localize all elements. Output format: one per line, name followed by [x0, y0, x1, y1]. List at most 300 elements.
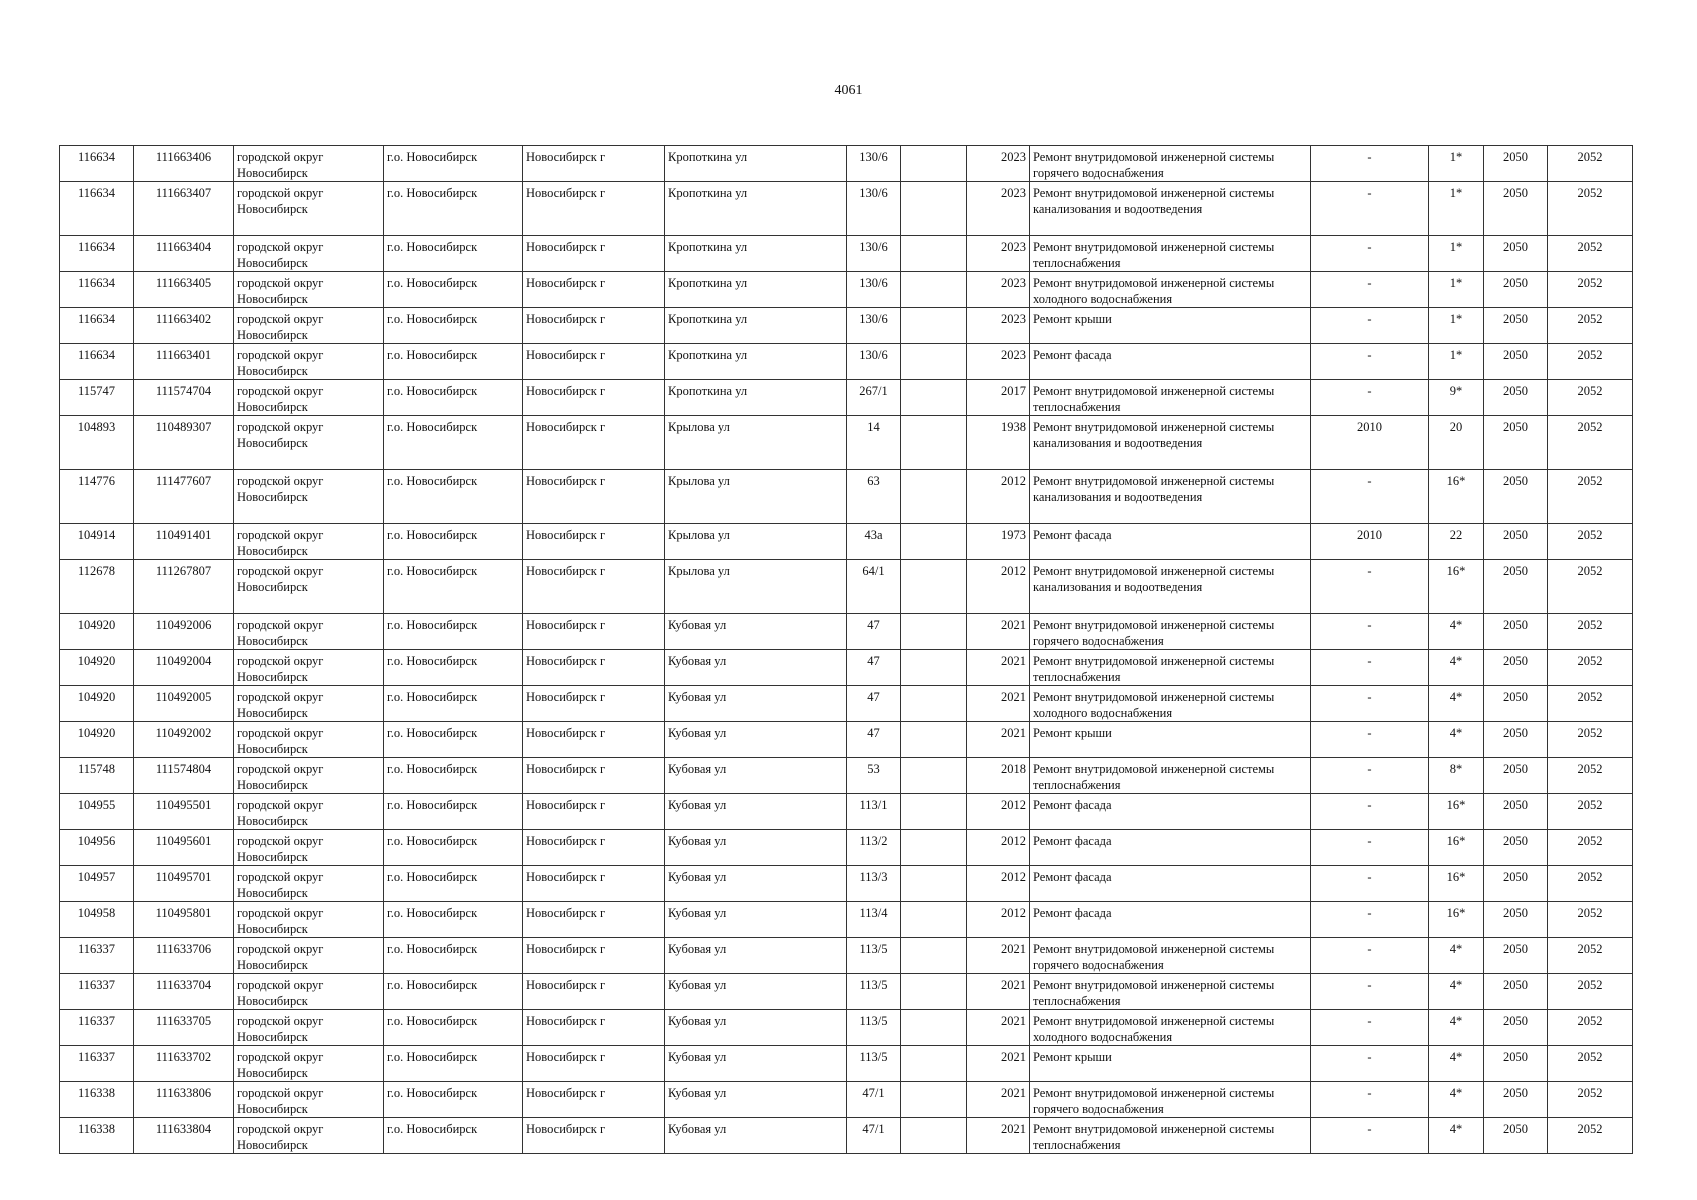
cell-house-code: 111633806 — [134, 1082, 234, 1118]
cell-plan-start: 2050 — [1484, 1046, 1548, 1082]
cell-street: Кубовая ул — [665, 686, 847, 722]
cell-municipality: городской округ Новосибирск — [234, 650, 384, 686]
cell-street: Кубовая ул — [665, 614, 847, 650]
cell-build-year: 1938 — [967, 416, 1030, 470]
cell-last-repair: - — [1311, 650, 1429, 686]
cell-settlement: Новосибирск г — [523, 974, 665, 1010]
cell-municipality: городской округ Новосибирск — [234, 416, 384, 470]
cell-last-repair: 2010 — [1311, 524, 1429, 560]
cell-street: Кропоткина ул — [665, 308, 847, 344]
cell-street: Кубовая ул — [665, 722, 847, 758]
cell-settlement: Новосибирск г — [523, 236, 665, 272]
cell-build-year: 2012 — [967, 560, 1030, 614]
cell-house-number: 47 — [847, 722, 901, 758]
cell-municipality: городской округ Новосибирск — [234, 182, 384, 236]
cell-plan-end: 2052 — [1548, 308, 1633, 344]
table-row — [60, 344, 1633, 380]
cell-build-year: 2012 — [967, 470, 1030, 524]
cell-wear: 4* — [1429, 650, 1484, 686]
cell-settlement: Новосибирск г — [523, 650, 665, 686]
cell-plan-start: 2050 — [1484, 902, 1548, 938]
cell-row-id: 116338 — [60, 1082, 134, 1118]
cell-house-code: 111663405 — [134, 272, 234, 308]
cell-house-code: 110495601 — [134, 830, 234, 866]
cell-wear: 16* — [1429, 470, 1484, 524]
cell-last-repair: - — [1311, 272, 1429, 308]
cell-municipality: городской округ Новосибирск — [234, 794, 384, 830]
cell-row-id: 116337 — [60, 938, 134, 974]
cell-municipality: городской округ Новосибирск — [234, 236, 384, 272]
cell-plan-end: 2052 — [1548, 830, 1633, 866]
cell-plan-end: 2052 — [1548, 1082, 1633, 1118]
cell-plan-end: 2052 — [1548, 380, 1633, 416]
cell-house-number: 130/6 — [847, 146, 901, 182]
cell-plan-start: 2050 — [1484, 686, 1548, 722]
cell-municipality: городской округ Новосибирск — [234, 1010, 384, 1046]
cell-work-type: Ремонт внутридомовой инженерной системы канализования и водоотведения — [1030, 416, 1311, 470]
cell-municipality: городской округ Новосибирск — [234, 830, 384, 866]
cell-last-repair: 2010 — [1311, 416, 1429, 470]
cell-row-id: 104893 — [60, 416, 134, 470]
cell-plan-end: 2052 — [1548, 560, 1633, 614]
cell-district: г.о. Новосибирск — [384, 1010, 523, 1046]
cell-last-repair: - — [1311, 938, 1429, 974]
cell-build-year: 2021 — [967, 650, 1030, 686]
cell-plan-end: 2052 — [1548, 686, 1633, 722]
cell-last-repair: - — [1311, 146, 1429, 182]
cell-district: г.о. Новосибирск — [384, 866, 523, 902]
cell-plan-start: 2050 — [1484, 614, 1548, 650]
cell-district: г.о. Новосибирск — [384, 902, 523, 938]
table-row — [60, 1118, 1633, 1154]
cell-municipality: городской округ Новосибирск — [234, 272, 384, 308]
cell-settlement: Новосибирск г — [523, 794, 665, 830]
cell-row-id: 104920 — [60, 686, 134, 722]
cell-settlement: Новосибирск г — [523, 1082, 665, 1118]
cell-building — [901, 830, 967, 866]
cell-district: г.о. Новосибирск — [384, 344, 523, 380]
cell-house-number: 53 — [847, 758, 901, 794]
cell-build-year: 1973 — [967, 524, 1030, 560]
cell-municipality: городской округ Новосибирск — [234, 614, 384, 650]
cell-building — [901, 146, 967, 182]
cell-row-id: 116634 — [60, 236, 134, 272]
cell-municipality: городской округ Новосибирск — [234, 146, 384, 182]
cell-wear: 1* — [1429, 308, 1484, 344]
cell-work-type: Ремонт фасада — [1030, 902, 1311, 938]
cell-street: Кропоткина ул — [665, 146, 847, 182]
cell-last-repair: - — [1311, 902, 1429, 938]
cell-work-type: Ремонт внутридомовой инженерной системы теплоснабжения — [1030, 1118, 1311, 1154]
cell-plan-end: 2052 — [1548, 866, 1633, 902]
cell-work-type: Ремонт внутридомовой инженерной системы канализования и водоотведения — [1030, 470, 1311, 524]
cell-building — [901, 416, 967, 470]
cell-row-id: 116634 — [60, 344, 134, 380]
cell-house-number: 113/1 — [847, 794, 901, 830]
cell-build-year: 2021 — [967, 974, 1030, 1010]
cell-row-id: 104920 — [60, 722, 134, 758]
table-row — [60, 830, 1633, 866]
cell-district: г.о. Новосибирск — [384, 524, 523, 560]
cell-settlement: Новосибирск г — [523, 560, 665, 614]
cell-plan-end: 2052 — [1548, 650, 1633, 686]
cell-street: Кропоткина ул — [665, 380, 847, 416]
cell-house-code: 111574804 — [134, 758, 234, 794]
cell-build-year: 2012 — [967, 794, 1030, 830]
cell-settlement: Новосибирск г — [523, 614, 665, 650]
cell-wear: 4* — [1429, 686, 1484, 722]
cell-plan-start: 2050 — [1484, 524, 1548, 560]
cell-work-type: Ремонт внутридомовой инженерной системы теплоснабжения — [1030, 758, 1311, 794]
cell-row-id: 116338 — [60, 1118, 134, 1154]
cell-district: г.о. Новосибирск — [384, 380, 523, 416]
cell-row-id: 104956 — [60, 830, 134, 866]
cell-build-year: 2021 — [967, 686, 1030, 722]
cell-district: г.о. Новосибирск — [384, 560, 523, 614]
table-row — [60, 722, 1633, 758]
cell-house-code: 111663401 — [134, 344, 234, 380]
cell-building — [901, 974, 967, 1010]
cell-plan-end: 2052 — [1548, 794, 1633, 830]
cell-last-repair: - — [1311, 1118, 1429, 1154]
table-row — [60, 794, 1633, 830]
cell-district: г.о. Новосибирск — [384, 146, 523, 182]
cell-plan-start: 2050 — [1484, 344, 1548, 380]
cell-house-number: 113/3 — [847, 866, 901, 902]
page-number: 4061 — [834, 83, 863, 98]
cell-street: Кубовая ул — [665, 794, 847, 830]
cell-building — [901, 1082, 967, 1118]
cell-wear: 1* — [1429, 236, 1484, 272]
cell-last-repair: - — [1311, 560, 1429, 614]
cell-settlement: Новосибирск г — [523, 1046, 665, 1082]
cell-plan-end: 2052 — [1548, 272, 1633, 308]
cell-wear: 1* — [1429, 182, 1484, 236]
registry-table — [59, 145, 1633, 1154]
cell-district: г.о. Новосибирск — [384, 1082, 523, 1118]
cell-municipality: городской округ Новосибирск — [234, 524, 384, 560]
cell-house-number: 113/5 — [847, 974, 901, 1010]
cell-street: Кубовая ул — [665, 650, 847, 686]
cell-plan-start: 2050 — [1484, 758, 1548, 794]
cell-plan-start: 2050 — [1484, 650, 1548, 686]
cell-build-year: 2012 — [967, 866, 1030, 902]
cell-plan-start: 2050 — [1484, 722, 1548, 758]
cell-wear: 1* — [1429, 272, 1484, 308]
cell-municipality: городской округ Новосибирск — [234, 1082, 384, 1118]
cell-district: г.о. Новосибирск — [384, 416, 523, 470]
cell-work-type: Ремонт внутридомовой инженерной системы канализования и водоотведения — [1030, 182, 1311, 236]
cell-last-repair: - — [1311, 182, 1429, 236]
cell-plan-end: 2052 — [1548, 146, 1633, 182]
cell-settlement: Новосибирск г — [523, 866, 665, 902]
cell-work-type: Ремонт фасада — [1030, 794, 1311, 830]
table-row — [60, 650, 1633, 686]
cell-wear: 4* — [1429, 974, 1484, 1010]
table-row — [60, 146, 1633, 182]
cell-house-number: 14 — [847, 416, 901, 470]
cell-building — [901, 1118, 967, 1154]
cell-plan-end: 2052 — [1548, 1118, 1633, 1154]
cell-house-code: 110495701 — [134, 866, 234, 902]
cell-settlement: Новосибирск г — [523, 308, 665, 344]
table-row — [60, 236, 1633, 272]
registry-body — [60, 146, 1633, 1154]
cell-plan-start: 2050 — [1484, 236, 1548, 272]
cell-work-type: Ремонт фасада — [1030, 344, 1311, 380]
cell-settlement: Новосибирск г — [523, 524, 665, 560]
cell-row-id: 116634 — [60, 146, 134, 182]
cell-plan-start: 2050 — [1484, 1118, 1548, 1154]
cell-wear: 16* — [1429, 866, 1484, 902]
cell-municipality: городской округ Новосибирск — [234, 686, 384, 722]
cell-street: Крылова ул — [665, 524, 847, 560]
cell-municipality: городской округ Новосибирск — [234, 470, 384, 524]
cell-work-type: Ремонт внутридомовой инженерной системы канализования и водоотведения — [1030, 560, 1311, 614]
cell-street: Кубовая ул — [665, 1046, 847, 1082]
cell-street: Кропоткина ул — [665, 182, 847, 236]
cell-plan-end: 2052 — [1548, 1010, 1633, 1046]
cell-plan-end: 2052 — [1548, 236, 1633, 272]
cell-house-number: 130/6 — [847, 272, 901, 308]
cell-plan-end: 2052 — [1548, 974, 1633, 1010]
cell-district: г.о. Новосибирск — [384, 308, 523, 344]
cell-building — [901, 938, 967, 974]
cell-house-number: 64/1 — [847, 560, 901, 614]
cell-street: Кубовая ул — [665, 1118, 847, 1154]
cell-wear: 16* — [1429, 794, 1484, 830]
cell-district: г.о. Новосибирск — [384, 614, 523, 650]
cell-district: г.о. Новосибирск — [384, 974, 523, 1010]
cell-build-year: 2012 — [967, 830, 1030, 866]
cell-municipality: городской округ Новосибирск — [234, 380, 384, 416]
table-row — [60, 938, 1633, 974]
cell-settlement: Новосибирск г — [523, 1010, 665, 1046]
cell-house-number: 63 — [847, 470, 901, 524]
cell-plan-start: 2050 — [1484, 380, 1548, 416]
cell-work-type: Ремонт крыши — [1030, 1046, 1311, 1082]
cell-last-repair: - — [1311, 470, 1429, 524]
cell-wear: 4* — [1429, 722, 1484, 758]
cell-wear: 4* — [1429, 938, 1484, 974]
cell-building — [901, 902, 967, 938]
cell-work-type: Ремонт фасада — [1030, 866, 1311, 902]
cell-building — [901, 236, 967, 272]
cell-district: г.о. Новосибирск — [384, 272, 523, 308]
cell-district: г.о. Новосибирск — [384, 236, 523, 272]
cell-house-code: 111663406 — [134, 146, 234, 182]
cell-row-id: 116634 — [60, 308, 134, 344]
cell-street: Кропоткина ул — [665, 272, 847, 308]
cell-house-code: 111633804 — [134, 1118, 234, 1154]
cell-house-number: 113/5 — [847, 1046, 901, 1082]
cell-building — [901, 1010, 967, 1046]
cell-build-year: 2023 — [967, 182, 1030, 236]
cell-settlement: Новосибирск г — [523, 182, 665, 236]
cell-wear: 16* — [1429, 902, 1484, 938]
cell-plan-start: 2050 — [1484, 308, 1548, 344]
cell-row-id: 104958 — [60, 902, 134, 938]
cell-plan-start: 2050 — [1484, 560, 1548, 614]
cell-plan-end: 2052 — [1548, 1046, 1633, 1082]
cell-house-code: 110489307 — [134, 416, 234, 470]
cell-row-id: 116337 — [60, 974, 134, 1010]
cell-work-type: Ремонт внутридомовой инженерной системы холодного водоснабжения — [1030, 686, 1311, 722]
cell-plan-start: 2050 — [1484, 416, 1548, 470]
cell-municipality: городской округ Новосибирск — [234, 866, 384, 902]
cell-district: г.о. Новосибирск — [384, 938, 523, 974]
cell-last-repair: - — [1311, 308, 1429, 344]
cell-house-number: 130/6 — [847, 308, 901, 344]
cell-house-number: 47/1 — [847, 1118, 901, 1154]
cell-work-type: Ремонт крыши — [1030, 722, 1311, 758]
cell-build-year: 2012 — [967, 902, 1030, 938]
cell-street: Кубовая ул — [665, 902, 847, 938]
cell-wear: 20 — [1429, 416, 1484, 470]
table-row — [60, 380, 1633, 416]
cell-house-code: 111633702 — [134, 1046, 234, 1082]
table-row — [60, 524, 1633, 560]
cell-wear: 1* — [1429, 344, 1484, 380]
cell-district: г.о. Новосибирск — [384, 1118, 523, 1154]
cell-row-id: 116337 — [60, 1010, 134, 1046]
cell-plan-end: 2052 — [1548, 182, 1633, 236]
cell-district: г.о. Новосибирск — [384, 722, 523, 758]
cell-work-type: Ремонт внутридомовой инженерной системы горячего водоснабжения — [1030, 938, 1311, 974]
cell-street: Кубовая ул — [665, 830, 847, 866]
cell-build-year: 2021 — [967, 614, 1030, 650]
cell-last-repair: - — [1311, 1010, 1429, 1046]
cell-wear: 4* — [1429, 1046, 1484, 1082]
cell-building — [901, 470, 967, 524]
cell-work-type: Ремонт внутридомовой инженерной системы теплоснабжения — [1030, 974, 1311, 1010]
cell-row-id: 116634 — [60, 182, 134, 236]
cell-district: г.о. Новосибирск — [384, 686, 523, 722]
cell-work-type: Ремонт внутридомовой инженерной системы теплоснабжения — [1030, 650, 1311, 686]
cell-last-repair: - — [1311, 1046, 1429, 1082]
cell-wear: 4* — [1429, 1082, 1484, 1118]
cell-row-id: 112678 — [60, 560, 134, 614]
cell-settlement: Новосибирск г — [523, 758, 665, 794]
cell-row-id: 116634 — [60, 272, 134, 308]
cell-row-id: 115747 — [60, 380, 134, 416]
cell-build-year: 2021 — [967, 938, 1030, 974]
cell-house-code: 111477607 — [134, 470, 234, 524]
cell-work-type: Ремонт внутридомовой инженерной системы горячего водоснабжения — [1030, 146, 1311, 182]
cell-last-repair: - — [1311, 722, 1429, 758]
cell-street: Крылова ул — [665, 470, 847, 524]
table-row — [60, 974, 1633, 1010]
cell-build-year: 2021 — [967, 1010, 1030, 1046]
cell-plan-start: 2050 — [1484, 830, 1548, 866]
cell-building — [901, 758, 967, 794]
cell-house-number: 47 — [847, 650, 901, 686]
table-row — [60, 1046, 1633, 1082]
cell-plan-end: 2052 — [1548, 722, 1633, 758]
cell-building — [901, 1046, 967, 1082]
table-row — [60, 902, 1633, 938]
cell-building — [901, 182, 967, 236]
table-row — [60, 272, 1633, 308]
cell-row-id: 104957 — [60, 866, 134, 902]
cell-house-code: 110492006 — [134, 614, 234, 650]
cell-wear: 8* — [1429, 758, 1484, 794]
cell-municipality: городской округ Новосибирск — [234, 902, 384, 938]
cell-house-number: 130/6 — [847, 236, 901, 272]
cell-building — [901, 560, 967, 614]
cell-last-repair: - — [1311, 866, 1429, 902]
table-row — [60, 182, 1633, 236]
cell-building — [901, 722, 967, 758]
cell-district: г.о. Новосибирск — [384, 182, 523, 236]
cell-settlement: Новосибирск г — [523, 938, 665, 974]
cell-row-id: 104920 — [60, 614, 134, 650]
cell-house-number: 43а — [847, 524, 901, 560]
cell-wear: 16* — [1429, 830, 1484, 866]
cell-house-code: 111633706 — [134, 938, 234, 974]
cell-wear: 1* — [1429, 146, 1484, 182]
cell-plan-end: 2052 — [1548, 902, 1633, 938]
cell-row-id: 104920 — [60, 650, 134, 686]
cell-work-type: Ремонт внутридомовой инженерной системы холодного водоснабжения — [1030, 272, 1311, 308]
cell-building — [901, 614, 967, 650]
cell-build-year: 2021 — [967, 722, 1030, 758]
cell-building — [901, 524, 967, 560]
cell-municipality: городской округ Новосибирск — [234, 308, 384, 344]
cell-plan-start: 2050 — [1484, 974, 1548, 1010]
cell-district: г.о. Новосибирск — [384, 650, 523, 686]
cell-house-code: 111633704 — [134, 974, 234, 1010]
table-row — [60, 758, 1633, 794]
cell-house-number: 47 — [847, 686, 901, 722]
cell-street: Крылова ул — [665, 416, 847, 470]
cell-work-type: Ремонт внутридомовой инженерной системы холодного водоснабжения — [1030, 1010, 1311, 1046]
cell-street: Крылова ул — [665, 560, 847, 614]
cell-building — [901, 308, 967, 344]
cell-plan-end: 2052 — [1548, 938, 1633, 974]
cell-last-repair: - — [1311, 1082, 1429, 1118]
table-row — [60, 1010, 1633, 1046]
cell-municipality: городской округ Новосибирск — [234, 722, 384, 758]
cell-build-year: 2021 — [967, 1046, 1030, 1082]
cell-row-id: 104955 — [60, 794, 134, 830]
cell-municipality: городской округ Новосибирск — [234, 938, 384, 974]
cell-work-type: Ремонт внутридомовой инженерной системы горячего водоснабжения — [1030, 1082, 1311, 1118]
cell-plan-start: 2050 — [1484, 146, 1548, 182]
cell-work-type: Ремонт внутридомовой инженерной системы теплоснабжения — [1030, 236, 1311, 272]
cell-house-number: 267/1 — [847, 380, 901, 416]
cell-settlement: Новосибирск г — [523, 146, 665, 182]
cell-house-number: 47/1 — [847, 1082, 901, 1118]
cell-plan-start: 2050 — [1484, 866, 1548, 902]
cell-street: Кубовая ул — [665, 1082, 847, 1118]
cell-district: г.о. Новосибирск — [384, 794, 523, 830]
cell-last-repair: - — [1311, 236, 1429, 272]
cell-last-repair: - — [1311, 974, 1429, 1010]
cell-work-type: Ремонт внутридомовой инженерной системы горячего водоснабжения — [1030, 614, 1311, 650]
cell-wear: 4* — [1429, 1010, 1484, 1046]
cell-house-number: 113/2 — [847, 830, 901, 866]
cell-street: Кропоткина ул — [665, 344, 847, 380]
cell-last-repair: - — [1311, 380, 1429, 416]
cell-house-code: 111633705 — [134, 1010, 234, 1046]
cell-settlement: Новосибирск г — [523, 272, 665, 308]
cell-house-code: 110491401 — [134, 524, 234, 560]
table-row — [60, 308, 1633, 344]
cell-build-year: 2023 — [967, 146, 1030, 182]
cell-wear: 9* — [1429, 380, 1484, 416]
cell-row-id: 114776 — [60, 470, 134, 524]
